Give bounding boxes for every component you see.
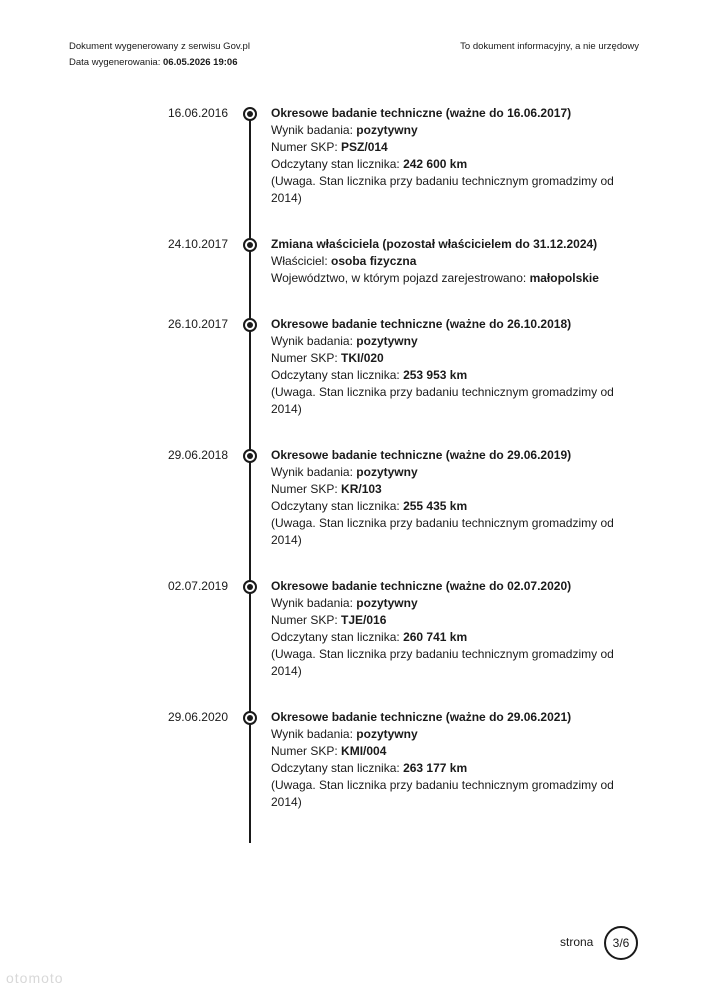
field-value: osoba fizyczna <box>331 254 417 268</box>
page-label: strona <box>560 935 594 949</box>
event-note: (Uwaga. Stan licznika przy badaniu technicznym gromadzimy od 2014) <box>271 385 614 416</box>
event-field <box>271 595 631 612</box>
event-field <box>271 156 631 173</box>
event-date: 16.06.2016 <box>167 106 228 120</box>
event-details <box>271 578 631 680</box>
event-field <box>271 726 631 743</box>
event-note: (Uwaga. Stan licznika przy badaniu technicznym gromadzimy od 2014) <box>271 647 614 678</box>
event-details <box>271 447 631 549</box>
field-label: Numer SKP: <box>271 351 342 365</box>
page-number-badge: 3/6 <box>604 926 638 960</box>
event-field <box>271 270 631 287</box>
event-details <box>271 709 631 811</box>
event-title: Zmiana właściciela (pozostał właścicielem do 31.12.2024) <box>271 237 598 251</box>
field-label: Odczytany stan licznika: <box>271 499 404 513</box>
field-label: Wynik badania: <box>271 465 357 479</box>
field-label: Właściciel: <box>271 254 332 268</box>
field-value: KMI/004 <box>341 744 387 758</box>
event-details <box>271 105 631 207</box>
timeline-dot-icon <box>243 238 257 252</box>
header-generated-label: Data wygenerowania: <box>69 57 161 68</box>
event-date: 26.10.2017 <box>167 317 228 331</box>
field-value: pozytywny <box>356 596 418 610</box>
event-field <box>271 122 631 139</box>
timeline-dot-icon <box>243 107 257 121</box>
event-title: Okresowe badanie techniczne (ważne do 02.07.2020) <box>271 579 572 593</box>
event-date: 29.06.2020 <box>167 710 228 724</box>
field-value: 263 177 km <box>403 761 468 775</box>
event-title: Okresowe badanie techniczne (ważne do 16.06.2017) <box>271 106 572 120</box>
field-value: 242 600 km <box>403 157 468 171</box>
field-value: pozytywny <box>356 727 418 741</box>
field-value: 255 435 km <box>403 499 468 513</box>
event-date: 29.06.2018 <box>167 448 228 462</box>
event-date: 24.10.2017 <box>167 237 228 251</box>
event-field <box>271 629 631 646</box>
event-note: (Uwaga. Stan licznika przy badaniu technicznym gromadzimy od 2014) <box>271 778 614 809</box>
event-title: Okresowe badanie techniczne (ważne do 26.10.2018) <box>271 317 572 331</box>
event-note: (Uwaga. Stan licznika przy badaniu technicznym gromadzimy od 2014) <box>271 174 614 205</box>
event-title: Okresowe badanie techniczne (ważne do 29.06.2019) <box>271 448 572 462</box>
field-value: TJE/016 <box>341 613 387 627</box>
event-field <box>271 333 631 350</box>
header-generated-date <box>69 57 237 68</box>
event-field <box>271 350 631 367</box>
event-date: 02.07.2019 <box>167 579 228 593</box>
event-field <box>271 367 631 384</box>
field-value: pozytywny <box>356 465 418 479</box>
field-label: Numer SKP: <box>271 482 342 496</box>
event-details <box>271 316 631 418</box>
field-label: Województwo, w którym pojazd zarejestrowano: <box>271 271 530 285</box>
event-details <box>271 236 631 287</box>
field-label: Wynik badania: <box>271 123 357 137</box>
field-label: Wynik badania: <box>271 334 357 348</box>
event-field <box>271 743 631 760</box>
event-field <box>271 612 631 629</box>
timeline-dot-icon <box>243 449 257 463</box>
field-label: Numer SKP: <box>271 140 342 154</box>
field-label: Numer SKP: <box>271 744 342 758</box>
event-field <box>271 498 631 515</box>
field-value: 260 741 km <box>403 630 468 644</box>
field-label: Numer SKP: <box>271 613 342 627</box>
timeline-dot-icon <box>243 580 257 594</box>
timeline-dot-icon <box>243 711 257 725</box>
timeline-dot-icon <box>243 318 257 332</box>
header-source: Dokument wygenerowany z serwisu Gov.pl <box>69 41 250 52</box>
event-note: (Uwaga. Stan licznika przy badaniu technicznym gromadzimy od 2014) <box>271 516 614 547</box>
field-label: Odczytany stan licznika: <box>271 630 404 644</box>
field-value: TKI/020 <box>341 351 384 365</box>
field-label: Odczytany stan licznika: <box>271 157 404 171</box>
event-field <box>271 139 631 156</box>
watermark-logo: otomoto <box>6 970 64 986</box>
field-label: Wynik badania: <box>271 596 357 610</box>
field-label: Odczytany stan licznika: <box>271 761 404 775</box>
field-value: PSZ/014 <box>341 140 388 154</box>
field-value: pozytywny <box>356 334 418 348</box>
timeline-line <box>249 113 251 843</box>
event-field <box>271 464 631 481</box>
field-value: 253 953 km <box>403 368 468 382</box>
field-value: małopolskie <box>529 271 599 285</box>
header-generated-value: 06.05.2026 19:06 <box>163 57 238 68</box>
event-field <box>271 760 631 777</box>
header-note: To dokument informacyjny, a nie urzędowy <box>460 41 639 52</box>
field-value: pozytywny <box>356 123 418 137</box>
event-field <box>271 481 631 498</box>
field-label: Wynik badania: <box>271 727 357 741</box>
event-title: Okresowe badanie techniczne (ważne do 29.06.2021) <box>271 710 572 724</box>
field-value: KR/103 <box>341 482 382 496</box>
field-label: Odczytany stan licznika: <box>271 368 404 382</box>
event-field <box>271 253 631 270</box>
